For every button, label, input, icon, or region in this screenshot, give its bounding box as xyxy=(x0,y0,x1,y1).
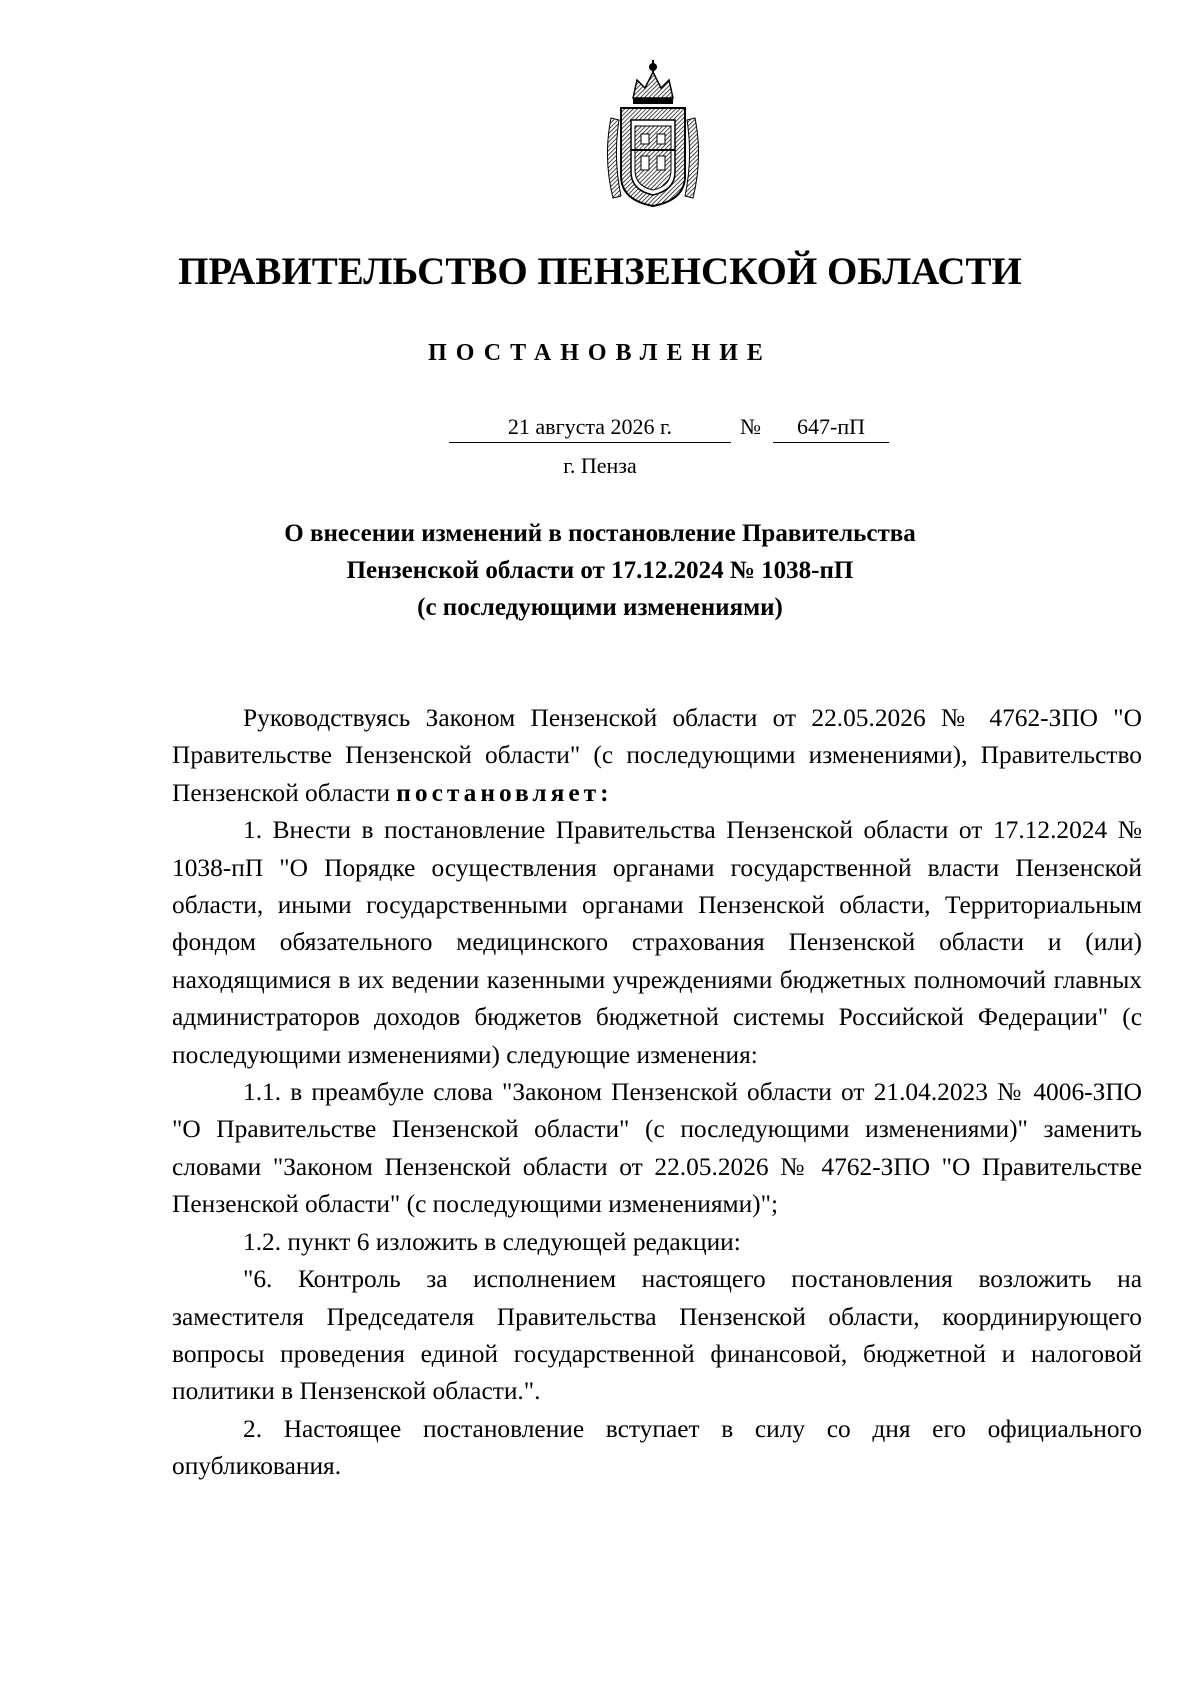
number-sign: № xyxy=(740,414,761,439)
document-type-heading: ПОСТАНОВЛЕНИЕ xyxy=(428,340,772,366)
body-paragraph: 1.1. в преамбуле слова "Законом Пензенской области от 21.04.2023 № 4006-ЗПО "О Правительстве Пензенской области" (с последующими изменениями)" заменить словами "Законом Пензенской области от 22.05.2026 № 4762-ЗПО "О Правительстве Пензенской области" (с последующими изменениями)"; xyxy=(172,1078,1142,1219)
organization-title: ПРАВИТЕЛЬСТВО ПЕНЗЕНСКОЙ ОБЛАСТИ xyxy=(178,250,1022,293)
body-paragraph xyxy=(172,700,1142,812)
body-paragraph: 2. Настоящее постановление вступает в силу со дня его официального опубликования. xyxy=(172,1414,1142,1481)
body-paragraph: "6. Контроль за исполнением настоящего постановления возложить на заместителя Председателя Правительства Пензенской области, координирующего вопросы проведения единой государственной финансовой, бюджетной и налоговой политики в Пензенской области.". xyxy=(172,1265,1142,1406)
subject-line: Пензенской области от 17.12.2024 № 1038-пП xyxy=(346,557,854,584)
body-paragraph: 1.2. пункт 6 изложить в следующей редакции: xyxy=(243,1227,741,1256)
document-body xyxy=(172,700,1142,1486)
date-number-row xyxy=(0,412,1200,446)
subject-line: О внесении изменений в постановление Правительства xyxy=(284,520,916,547)
city-name: г. Пенза xyxy=(563,453,637,478)
paragraph-text: Руководствуясь Законом Пензенской области от 22.05.2026 № 4762-ЗПО "О Правительстве Пензенской области" (с последующими изменениями), Правительство Пензенской области xyxy=(172,704,1142,807)
subject-line: (с последующими изменениями) xyxy=(417,594,783,621)
document-subject xyxy=(0,515,1200,626)
coat-of-arms-emblem xyxy=(603,58,703,208)
resolves-keyword: постановляет: xyxy=(396,778,613,807)
document-date: 21 августа 2026 г. xyxy=(449,412,731,443)
body-paragraph: 1. Внести в постановление Правительства Пензенской области от 17.12.2024 № 1038-пП "О Порядке осуществления органами государственной власти Пензенской области, иными государственными органами Пензенской области, Территориальным фондом обязательного медицинского страхования Пензенской области и (или) находящимися в их ведении казенными учреждениями бюджетных полномочий главных администраторов доходов бюджетов бюджетной системы Российской Федерации" (с последующими изменениями) следующие изменения: xyxy=(172,816,1142,1069)
document-number: 647-пП xyxy=(773,412,889,443)
